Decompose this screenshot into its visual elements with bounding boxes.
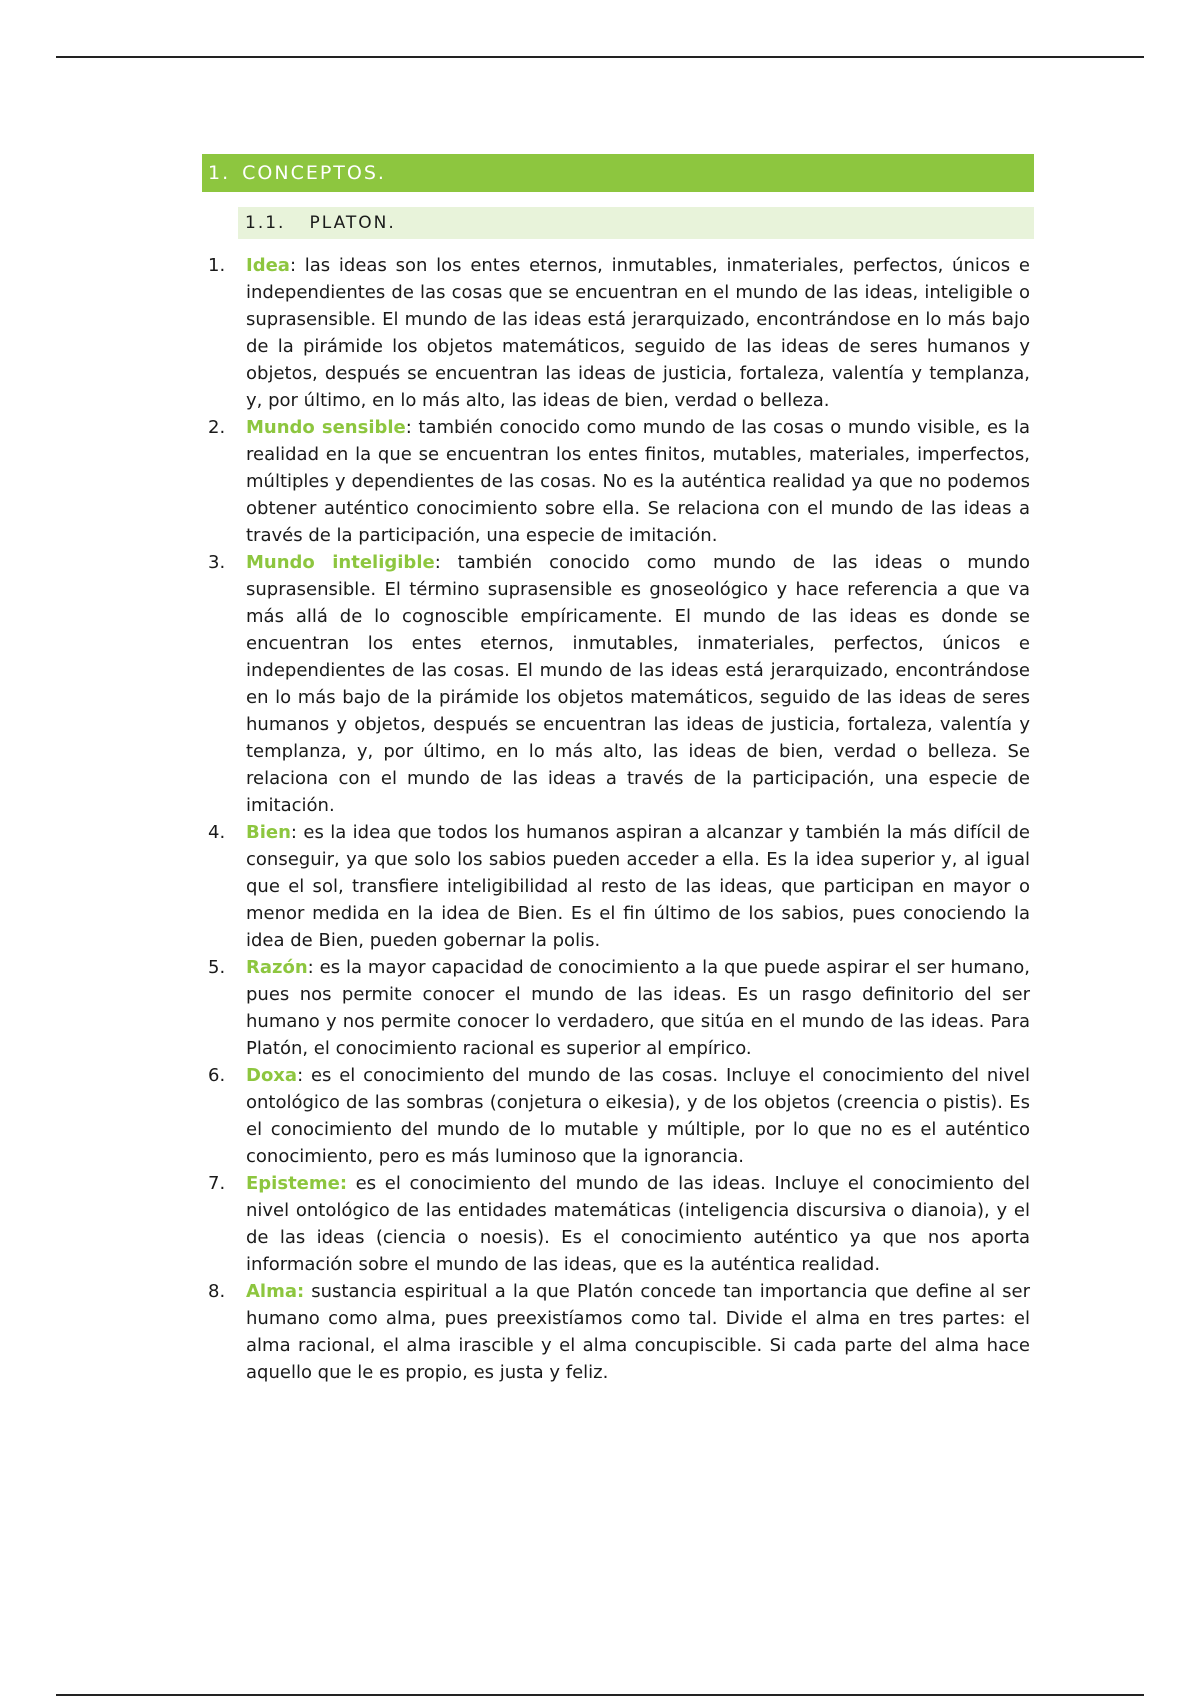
concept-item-bien — [200, 819, 1030, 954]
concept-item-mundo-inteligible — [200, 549, 1030, 819]
concept-term: Alma: — [246, 1281, 305, 1302]
concept-term: Razón — [246, 957, 308, 978]
concept-term: Mundo sensible — [246, 417, 406, 438]
top-rule — [56, 56, 1144, 58]
bottom-rule — [56, 1694, 1144, 1696]
concept-list — [200, 252, 1030, 1386]
concept-term: Doxa — [246, 1065, 298, 1086]
concept-term: Mundo inteligible — [246, 552, 435, 573]
concept-term: Idea — [246, 255, 290, 276]
concept-definition: : es la idea que todos los humanos aspiran a alcanzar y también la más difícil de conseguir, ya que solo los sabios pueden acceder a ella. Es la idea superior y, al igual que el sol, transfiere inteligibilidad al resto de las ideas, que participan en mayor o menor medida en la idea de Bien. Es el fin último de los sabios, pues conociendo la idea de Bien, pueden gobernar la polis. — [246, 822, 1030, 951]
list-marker: 1. — [208, 255, 226, 276]
concept-item-idea — [200, 252, 1030, 414]
concept-definition: : es la mayor capacidad de conocimiento a la que puede aspirar el ser humano, pues nos permite conocer el mundo de las ideas. Es un rasgo definitorio del ser humano y nos permite conocer lo verdadero, que sitúa en el mundo de las ideas. Para Platón, el conocimiento racional es superior al empírico. — [246, 957, 1030, 1059]
section-title: CONCEPTOS. — [242, 162, 386, 184]
concept-term: Bien — [246, 822, 291, 843]
subsection-title: PLATON. — [309, 213, 396, 233]
concept-definition: : también conocido como mundo de las ideas o mundo suprasensible. El término suprasensible es gnoseológico y hace referencia a que va más allá de lo cognoscible empíricamente. El mundo de las ideas es donde se encuentran los entes eternos, inmutables, inmateriales, perfectos, únicos e independientes de las cosas. El mundo de las ideas está jerarquizado, encontrándose en lo más bajo de la pirámide los objetos matemáticos, seguido de las ideas de seres humanos y objetos, después se encuentran las ideas de justicia, fortaleza, valentía y templanza, y, por último, en lo más alto, las ideas de bien, verdad o belleza. Se relaciona con el mundo de las ideas a través de la participación, una especie de imitación. — [246, 552, 1030, 816]
subsection-number: 1.1. — [245, 213, 286, 233]
concept-definition: sustancia espiritual a la que Platón concede tan importancia que define al ser humano como alma, pues preexistíamos como tal. Divide el alma en tres partes: el alma racional, el alma irascible y el alma concupiscible. Si cada parte del alma hace aquello que le es propio, es justa y feliz. — [246, 1281, 1030, 1383]
concept-definition: : también conocido como mundo de las cosas o mundo visible, es la realidad en la que se encuentran los entes finitos, mutables, materiales, imperfectos, múltiples y dependientes de las cosas. No es la auténtica realidad ya que no podemos obtener auténtico conocimiento sobre ella. Se relaciona con el mundo de las ideas a través de la participación, una especie de imitación. — [246, 417, 1031, 546]
concept-item-episteme — [200, 1170, 1030, 1278]
section-heading — [202, 154, 1034, 192]
concept-definition: : las ideas son los entes eternos, inmutables, inmateriales, perfectos, únicos e independientes de las cosas que se encuentran en el mundo de las ideas, inteligible o suprasensible. El mundo de las ideas está jerarquizado, encontrándose en lo más bajo de la pirámide los objetos matemáticos, seguido de las ideas de seres humanos y objetos, después se encuentran las ideas de justicia, fortaleza, valentía y templanza, y, por último, en lo más alto, las ideas de bien, verdad o belleza. — [246, 255, 1030, 411]
subsection-heading — [238, 207, 1034, 239]
concept-term: Episteme: — [246, 1173, 348, 1194]
concept-definition: : es el conocimiento del mundo de las cosas. Incluye el conocimiento del nivel ontológico de las sombras (conjetura o eikesia), y de los objetos (creencia o pistis). Es el conocimiento del mundo de lo mutable y múltiple, por lo que no es el auténtico conocimiento, pero es más luminoso que la ignorancia. — [246, 1065, 1030, 1167]
list-marker: 6. — [208, 1065, 226, 1086]
list-marker: 7. — [208, 1173, 226, 1194]
concept-definition: es el conocimiento del mundo de las ideas. Incluye el conocimiento del nivel ontológico de las entidades matemáticas (inteligencia discursiva o dianoia), y el de las ideas (ciencia o noesis). Es el conocimiento auténtico ya que nos aporta información sobre el mundo de las ideas, que es la auténtica realidad. — [246, 1173, 1030, 1275]
concept-item-alma — [200, 1278, 1030, 1386]
concept-item-doxa — [200, 1062, 1030, 1170]
concept-item-mundo-sensible — [200, 414, 1030, 549]
section-number: 1. — [208, 162, 231, 184]
list-marker: 2. — [208, 417, 226, 438]
list-marker: 8. — [208, 1281, 226, 1302]
concept-item-razon — [200, 954, 1030, 1062]
list-marker: 3. — [208, 552, 226, 573]
list-marker: 5. — [208, 957, 226, 978]
list-marker: 4. — [208, 822, 226, 843]
